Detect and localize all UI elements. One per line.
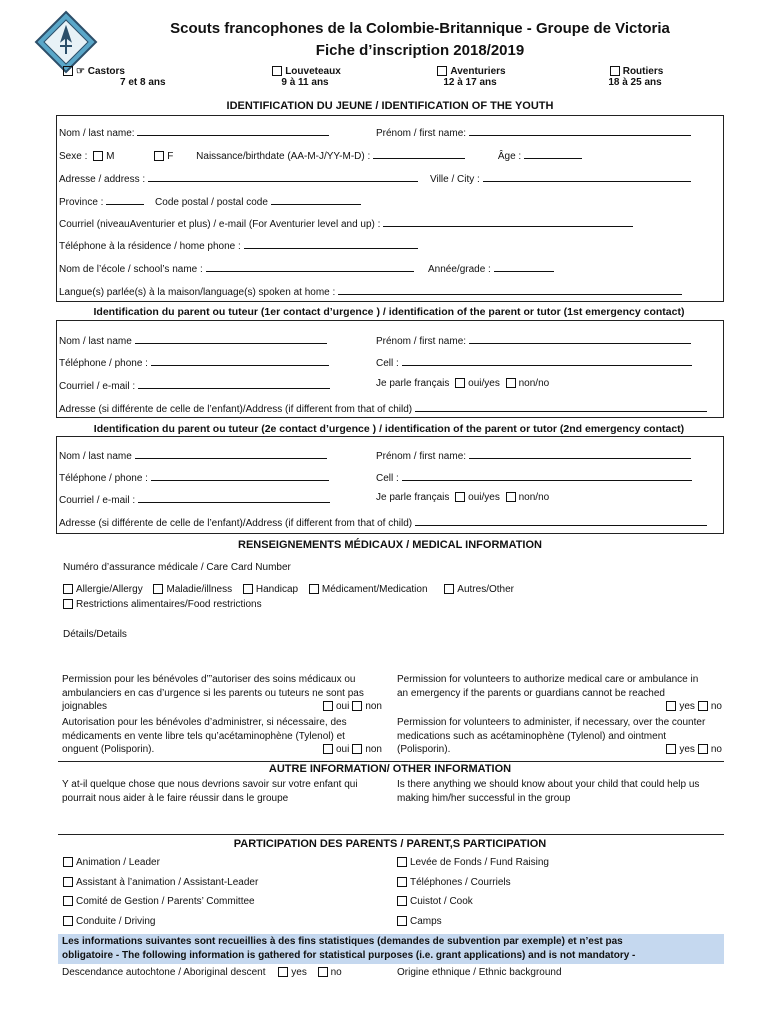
parent2-email-field[interactable] — [138, 492, 330, 503]
parent2-address-row: Adresse (si différente de celle de l’enfant)/Address (if different from that of child) — [59, 515, 707, 529]
parent2-firstname-field[interactable] — [469, 448, 691, 459]
perm1-non-checkbox[interactable] — [352, 701, 362, 711]
category-aventuriers[interactable]: Aventuriers 12 à 17 ans — [415, 66, 525, 88]
leader-checkbox[interactable] — [63, 857, 73, 867]
sex-m-checkbox[interactable] — [93, 151, 103, 161]
parent2-lastname-row: Nom / last name — [59, 448, 327, 462]
youth-city-row: Ville / City : — [430, 171, 691, 185]
participation-phones: Téléphones / Courriels — [394, 877, 511, 888]
parent1-phone-field[interactable] — [151, 355, 329, 366]
illness-checkbox[interactable] — [153, 584, 163, 594]
home-phone-field[interactable] — [244, 238, 418, 249]
aboriginal-no[interactable] — [318, 967, 328, 977]
youth-email-row: Courriel (niveauAventurier et plus) / e-mail (For Aventurier level and up) : — [59, 216, 633, 230]
youth-phone-row: Téléphone à la résidence / home phone : — [59, 238, 418, 252]
parent2-french-no[interactable] — [506, 492, 516, 502]
parent2-phone-row: Téléphone / phone : — [59, 470, 329, 484]
participation-fundraising: Levée de Fonds / Fund Raising — [394, 857, 549, 868]
youth-firstname-field[interactable] — [469, 125, 691, 136]
parent1-cell-field[interactable] — [402, 355, 692, 366]
parent2-phone-field[interactable] — [151, 470, 329, 481]
city-field[interactable] — [483, 171, 691, 182]
parent2-heading: Identification du parent ou tuteur (2e contact d’urgence ) / identification of the parent or tutor (2nd emergency contact) — [93, 423, 685, 435]
perm2-no-checkbox[interactable] — [698, 744, 708, 754]
language-field[interactable] — [338, 284, 682, 295]
other-fr: Y at-il quelque chose que nous devrions savoir sur votre enfant qui pourrait nous aider à le faire réussir dans le groupe — [62, 779, 358, 804]
parent1-phone-row: Téléphone / phone : — [59, 355, 329, 369]
committee-checkbox[interactable] — [63, 896, 73, 906]
participation-camps: Camps — [394, 916, 442, 927]
province-field[interactable] — [106, 194, 144, 205]
postal-code-field[interactable] — [271, 194, 361, 205]
perm2-yes-checkbox[interactable] — [666, 744, 676, 754]
phones-checkbox[interactable] — [397, 877, 407, 887]
cook-checkbox[interactable] — [397, 896, 407, 906]
participation-heading: PARTICIPATION DES PARENTS / PARENT,S PARTICIPATION — [233, 838, 547, 850]
parent1-email-row: Courriel / e-mail : — [59, 378, 330, 392]
category-routiers[interactable]: Routiers 18 à 25 ans — [608, 66, 664, 88]
address-field[interactable] — [148, 171, 418, 182]
parent1-french-no[interactable] — [506, 378, 516, 388]
details-label: Détails/Details — [63, 629, 127, 640]
other-en: Is there anything we should know about your child that could help us making him/her successful in the group — [397, 779, 700, 804]
page-subtitle: Fiche d’inscription 2018/2019 — [315, 42, 525, 59]
fundraising-checkbox[interactable] — [397, 857, 407, 867]
ethnic-row: Origine ethnique / Ethnic background — [397, 967, 562, 978]
divider — [58, 761, 724, 762]
handicap-checkbox[interactable] — [243, 584, 253, 594]
permission2-fr: Autorisation pour les bénévoles d’administrer, si nécessaire, des médicaments en vente libre tels qu’acétaminophène (Tylenol) et onguent (Polisporin). oui non — [62, 717, 382, 755]
perm1-yes-checkbox[interactable] — [666, 701, 676, 711]
parent2-cell-row: Cell : — [376, 470, 692, 484]
aboriginal-row: Descendance autochtone / Aboriginal descent yes no — [62, 967, 342, 978]
grade-field[interactable] — [494, 261, 554, 272]
parent2-cell-field[interactable] — [402, 470, 692, 481]
parent2-french-row: Je parle français oui/yes non/no — [376, 492, 550, 503]
care-card-label: Numéro d’assurance médicale / Care Card Number — [63, 562, 291, 573]
permission1-en: Permission for volunteers to authorize medical care or ambulance in an emergency if the parents or guardians cannot be reached yes no — [397, 674, 722, 712]
page-title: Scouts francophones de la Colombie-Britannique - Groupe de Victoria — [170, 20, 670, 37]
participation-leader: Animation / Leader — [60, 857, 160, 868]
medical-options: Allergie/Allergy Maladie/illness Handicap Médicament/Medication Autres/Other — [60, 584, 514, 595]
participation-assistant: Assistant à l’animation / Assistant-Leader — [60, 877, 258, 888]
permission1-fr: Permission pour les bénévoles d’”autoriser des soins médicaux ou ambulanciers en cas d’urgence si les parents ou tuteurs ne sont pas joignables oui non — [62, 674, 382, 712]
parent2-address-field[interactable] — [415, 515, 707, 526]
parent2-email-row: Courriel / e-mail : — [59, 492, 330, 506]
youth-lastname-row: Nom / last name: — [59, 125, 329, 139]
parent1-firstname-row: Prénom / first name: — [376, 333, 691, 347]
participation-driving: Conduite / Driving — [60, 916, 155, 927]
parent1-lastname-field[interactable] — [135, 333, 327, 344]
parent1-cell-row: Cell : — [376, 355, 692, 369]
parent1-address-field[interactable] — [415, 401, 707, 412]
assistant-checkbox[interactable] — [63, 877, 73, 887]
youth-lastname-field[interactable] — [137, 125, 329, 136]
youth-heading: IDENTIFICATION DU JEUNE / IDENTIFICATION OF THE YOUTH — [226, 100, 554, 112]
parent1-lastname-row: Nom / last name — [59, 333, 327, 347]
youth-school-row: Nom de l’école / school’s name : — [59, 261, 414, 275]
youth-grade-row: Année/grade : — [428, 261, 554, 275]
youth-email-field[interactable] — [383, 216, 633, 227]
youth-province-row: Province : Code postal / postal code — [59, 194, 361, 208]
parent1-french-row: Je parle français oui/yes non/no — [376, 378, 550, 389]
permission2-en: Permission for volunteers to administer, if necessary, over the counter medications such as acétaminophène (Tylenol) and ointment (Polisporin). yes no — [397, 717, 722, 755]
sex-f-checkbox[interactable] — [154, 151, 164, 161]
divider — [58, 834, 724, 835]
youth-sex-row: Sexe : M F Naissance/birthdate (AA-M-J/YY-M-D) : Âge : — [59, 148, 582, 162]
participation-cook: Cuistot / Cook — [394, 896, 473, 907]
perm2-non-checkbox[interactable] — [352, 744, 362, 754]
scouts-logo — [34, 10, 98, 74]
parent1-firstname-field[interactable] — [469, 333, 691, 344]
other-heading: AUTRE INFORMATION/ OTHER INFORMATION — [268, 763, 512, 775]
parent1-french-yes[interactable] — [455, 378, 465, 388]
parent2-lastname-field[interactable] — [135, 448, 327, 459]
medical-heading: RENSEIGNEMENTS MÉDICAUX / MEDICAL INFORMATION — [238, 539, 542, 551]
youth-language-row: Langue(s) parlée(s) à la maison/language(s) spoken at home : — [59, 284, 682, 298]
category-castors[interactable]: ☞ Castors 7 et 8 ans — [60, 66, 170, 88]
stats-banner: Les informations suivantes sont recueillies à des fins statistiques (demandes de subvention par exemple) et n’est pas obligatoire - The following information is gathered for statistical purposes (i.e. grant applications) and is not mandatory - — [58, 934, 724, 964]
aboriginal-yes[interactable] — [278, 967, 288, 977]
parent1-email-field[interactable] — [138, 378, 330, 389]
food-restrictions-checkbox[interactable] — [63, 599, 73, 609]
category-louveteaux[interactable]: Louveteaux 9 à 11 ans — [250, 66, 360, 88]
parent1-heading: Identification du parent ou tuteur (1er contact d’urgence ) / identification of the parent or tutor (1st emergency contact) — [93, 306, 685, 318]
perm1-oui-checkbox[interactable] — [323, 701, 333, 711]
participation-committee: Comité de Gestion / Parents’ Committee — [60, 896, 255, 907]
school-field[interactable] — [206, 261, 414, 272]
driving-checkbox[interactable] — [63, 916, 73, 926]
parent1-address-row: Adresse (si différente de celle de l’enfant)/Address (if different from that of child) — [59, 401, 707, 415]
parent2-french-yes[interactable] — [455, 492, 465, 502]
youth-firstname-row: Prénom / first name: — [376, 125, 691, 139]
medication-checkbox[interactable] — [309, 584, 319, 594]
birthdate-field[interactable] — [373, 148, 465, 159]
parent2-firstname-row: Prénom / first name: — [376, 448, 691, 462]
camps-checkbox[interactable] — [397, 916, 407, 926]
perm1-no-checkbox[interactable] — [698, 701, 708, 711]
allergy-checkbox[interactable] — [63, 584, 73, 594]
age-field[interactable] — [524, 148, 582, 159]
food-restrictions: Restrictions alimentaires/Food restrictions — [60, 599, 262, 610]
perm2-oui-checkbox[interactable] — [323, 744, 333, 754]
youth-address-row: Adresse / address : — [59, 171, 418, 185]
other-checkbox[interactable] — [444, 584, 454, 594]
